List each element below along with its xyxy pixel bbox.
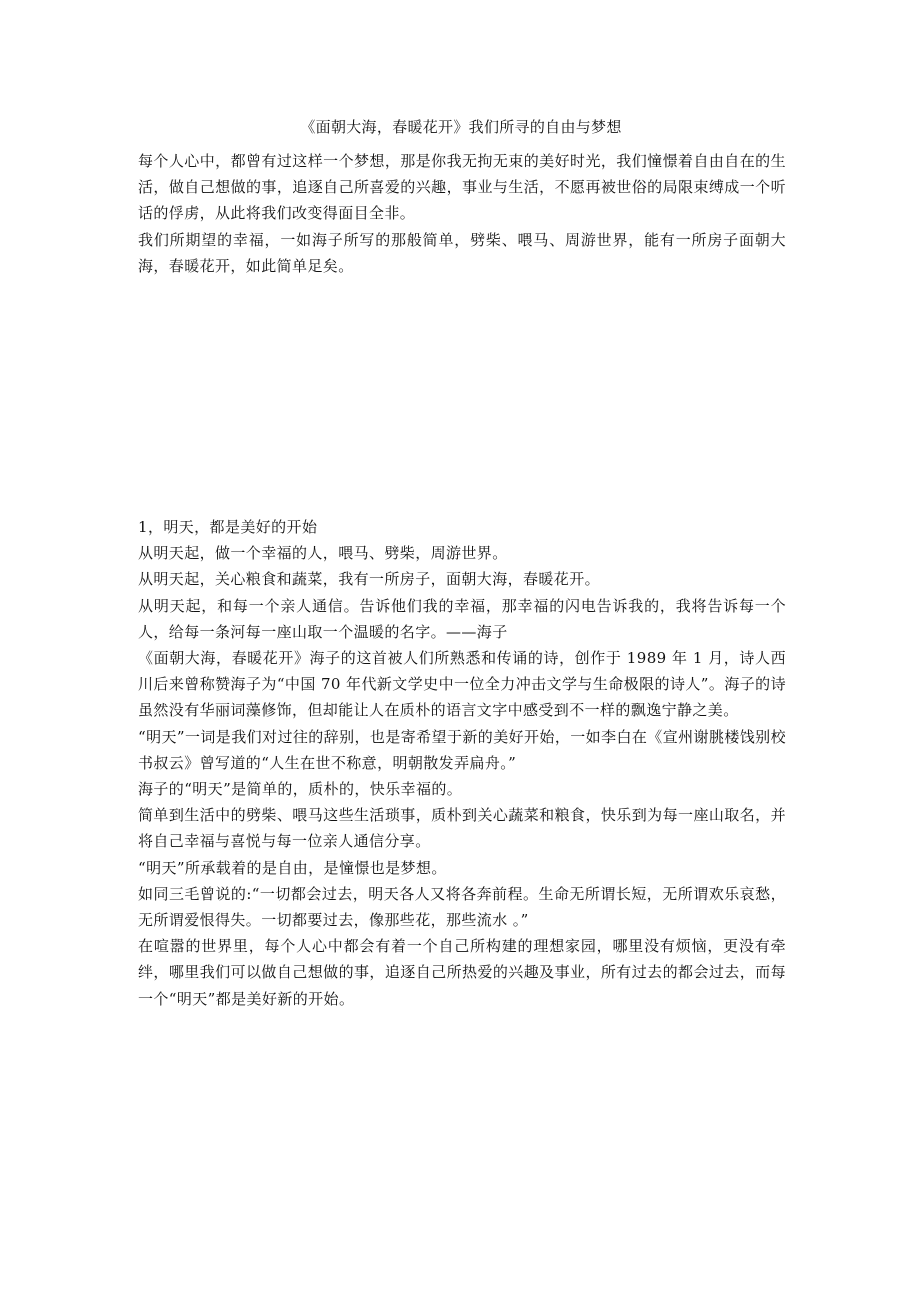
document-title: 《面朝大海，春暖花开》我们所寻的自由与梦想	[300, 118, 622, 136]
body-paragraph: 海子的“明天”是简单的，质朴的，快乐幸福的。	[138, 780, 463, 799]
section-block	[138, 514, 786, 1012]
body-paragraph: 《面朝大海，春暖花开》海子的这首被人们所熟悉和传诵的诗，创作于 1989 年 1 月，诗人西川后来曾称赞海子为“中国 70 年代新文学史中一位全力冲击文学与生命极限的诗人”。海子的诗虽然没有华丽词藻修饰，但却能让人在质朴的语言文字中感受到不一样的飘逸宁静之美。	[138, 649, 786, 720]
body-paragraph: “明天”一词是我们对过往的辞别，也是寄希望于新的美好开始，一如李白在《宣州谢朓楼饯别校书叔云》曾写道的“人生在世不称意，明朝散发弄扁舟。”	[138, 727, 786, 772]
intro-paragraph: 每个人心中，都曾有过这样一个梦想，那是你我无拘无束的美好时光，我们憧憬着自由自在的生活，做自己想做的事，追逐自己所喜爱的兴趣，事业与生活，不愿再被世俗的局限束缚成一个听话的俘虏，从此将我们改变得面目全非。	[138, 152, 786, 223]
body-paragraph: “明天”所承载着的是自由，是憧憬也是梦想。	[138, 858, 447, 877]
poem-line: 从明天起，和每一个亲人通信。告诉他们我的幸福，那幸福的闪电告诉我的，我将告诉每一个人，给每一条河每一座山取一个温暖的名字。——海子	[138, 596, 786, 641]
intro-block	[138, 148, 786, 279]
body-paragraph: 简单到生活中的劈柴、喂马这些生活琐事，质朴到关心蔬菜和粮食，快乐到为每一座山取名，并将自己幸福与喜悦与每一位亲人通信分享。	[138, 806, 786, 851]
body-paragraph: 在喧嚣的世界里，每个人心中都会有着一个自己所构建的理想家园，哪里没有烦恼，更没有牵绊，哪里我们可以做自己想做的事，追逐自己所热爱的兴趣及事业，所有过去的都会过去，而每一个“明天”都是美好新的开始。	[138, 937, 786, 1008]
poem-line: 从明天起，做一个幸福的人，喂马、劈柴，周游世界。	[138, 544, 508, 563]
body-paragraph: 如同三毛曾说的:“一切都会过去，明天各人又将各奔前程。生命无所谓长短，无所谓欢乐哀愁，无所谓爱恨得失。一切都要过去，像那些花，那些流水 。”	[138, 884, 786, 930]
poem-line: 从明天起，关心粮食和蔬菜，我有一所房子，面朝大海，春暖花开。	[138, 570, 601, 589]
section-heading: 1，明天，都是美好的开始	[138, 518, 318, 536]
intro-paragraph: 我们所期望的幸福，一如海子所写的那般简单，劈柴、喂马、周游世界，能有一所房子面朝大海，春暖花开，如此简单足矣。	[138, 230, 786, 275]
